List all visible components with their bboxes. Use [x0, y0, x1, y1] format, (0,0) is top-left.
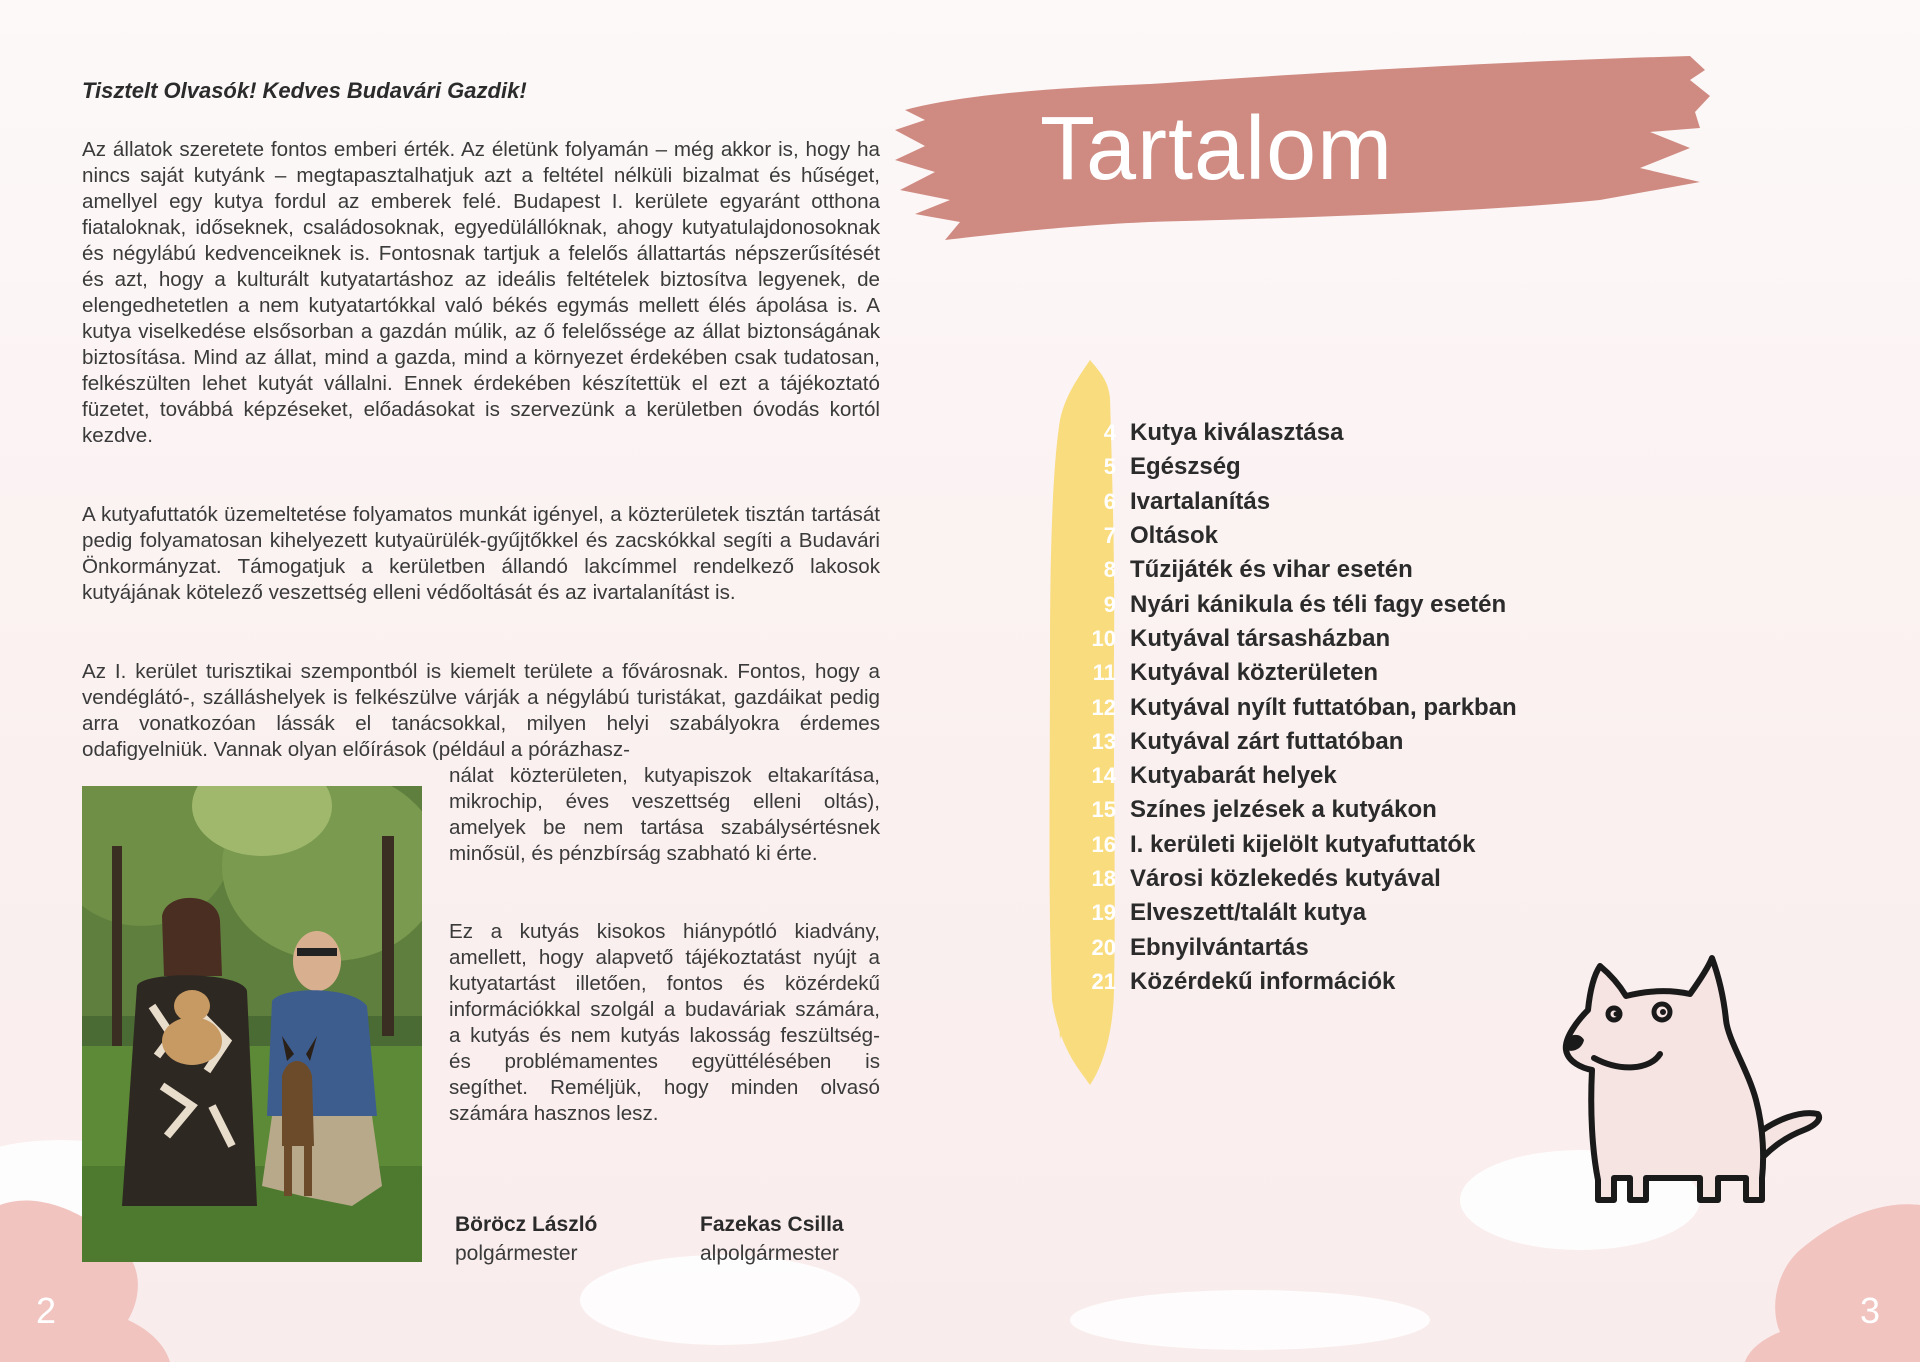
greeting-heading: Tisztelt Olvasók! Kedves Budavári Gazdik!	[82, 78, 527, 103]
toc-label: Kutyával társasházban	[1130, 624, 1391, 652]
toc-label: Színes jelzések a kutyákon	[1130, 796, 1437, 824]
toc-label: Kutyával zárt futtatóban	[1130, 727, 1404, 755]
intro-paragraph: Az állatok szeretete fontos emberi érték. Az életünk folyamán – még akkor is, hogy ha nincs saját kutyánk – megtapasztalhatjuk azt a feltétel nélküli bizalmat és hűséget, amellyel egy kutya fordul az emberek felé. Budapest I. kerülete egyaránt otthona fiataloknak, időseknek, családosoknak, egyedülállóknak, ahogy kutyatulajdonosoknak és négylábú kedvenceiknek is. Fontosnak tartjuk a felelős állattartás népszerűsítését és azt, hogy a kulturált kutyatartáshoz az ideális feltételek biztosítva legyenek, de elengedhetetlen a nem kutyatartókkal való békés egymás mellett élés ápolása is. A kutya viselkedése elsősorban a gazdán múlik, az ő felelőssége az állat biztonságának biztosítása. Mind az állat, mind a gazda, mind a környezet érdekében csak tudatosan, felkészülten lehet kutyát vállalni. Ennek érdekében készítettük el ezt a tájékoztató füzetet, továbbá képzéseket, előadásokat is szervezünk a kerületben óvodás kortól kezdve.	[82, 138, 880, 447]
toc-page-number: 4	[1103, 420, 1116, 446]
corner-splash-right	[1745, 1204, 1920, 1362]
tourism-paragraph: Az I. kerület turisztikai szempontból is kiemelt területe a fővárosnak. Fontos, hogy a vendéglátó-, szálláshelyek is felkészülve várják a négylábú turistákat, gazdáikat pedig arra vonatkozóan lássák el tanácsokkal, milyen helyi szabályokra érdemes odafigyelniük. Vannak olyan előírások (például a pórázhasz-	[82, 660, 880, 761]
toc-item[interactable]	[1060, 416, 1517, 450]
toc-label: Városi közlekedés kutyával	[1130, 865, 1441, 892]
toc-page-number: 13	[1091, 728, 1116, 754]
tourism-paragraph-continued: nálat közterületen, kutyapiszok eltakarítása, mikrochip, éves veszettség elleni oltás), amelyek be nem tartása szabálysértésnek minősül, és pénzbírság szabható ki érte.	[449, 764, 880, 865]
toc-item[interactable]	[1060, 759, 1517, 793]
toc-label: Ivartalanítás	[1130, 487, 1271, 515]
toc-page-number: 15	[1091, 797, 1116, 823]
toc-label: Kutya kiválasztása	[1130, 419, 1344, 447]
toc-page-number: 10	[1091, 625, 1116, 651]
signature-name: Fazekas Csilla	[700, 1213, 844, 1236]
toc-item[interactable]	[1060, 725, 1517, 759]
signature-deputy-mayor	[700, 1213, 844, 1266]
toc-item[interactable]	[1060, 793, 1517, 827]
toc-page-number: 11	[1092, 660, 1116, 686]
toc-item[interactable]	[1060, 896, 1517, 930]
toc-item[interactable]	[1060, 930, 1517, 964]
page-number-right: 3	[1860, 1290, 1881, 1331]
dog-illustration-icon	[1560, 950, 1830, 1210]
toc-title: Tartalom	[1040, 99, 1394, 199]
toc-page-number: 5	[1103, 454, 1116, 480]
toc-label: Nyári kánikula és téli fagy esetén	[1130, 590, 1507, 618]
toc-page-number: 14	[1091, 763, 1116, 789]
toc-page-number: 21	[1091, 968, 1116, 994]
signature-name: Böröcz László	[455, 1213, 598, 1236]
toc-item[interactable]	[1060, 587, 1517, 621]
toc-label: Elveszett/talált kutya	[1130, 899, 1367, 927]
toc-item[interactable]	[1060, 828, 1517, 862]
toc-page-number: 8	[1103, 557, 1116, 583]
toc-item[interactable]	[1060, 519, 1517, 553]
toc-label: Kutyával nyílt futtatóban, parkban	[1130, 693, 1517, 721]
toc-page-number: 16	[1091, 831, 1116, 857]
toc-label: Tűzijáték és vihar esetén	[1130, 556, 1413, 584]
toc-label: Kutyabarát helyek	[1130, 762, 1337, 790]
toc-item[interactable]	[1060, 965, 1517, 999]
closing-paragraph: Ez a kutyás kisokos hiánypótló kiadvány, amellett, hogy alapvető tájékoztatást nyújt a kutyatartást illetően, fontos és közérdekű információkkal szolgál a budaváriak számára, a kutyás és nem kutyás lakosság feszültség- és problémamentes együttélésében is segíthet. Reméljük, hogy minden olvasó számára hasznos lesz.	[449, 920, 880, 1125]
toc-page-number: 18	[1091, 866, 1116, 891]
page-number-left: 2	[36, 1290, 57, 1331]
toc-item[interactable]	[1060, 656, 1517, 690]
toc-page-number: 9	[1103, 591, 1116, 617]
signature-mayor	[455, 1213, 597, 1266]
toc-item[interactable]	[1060, 450, 1517, 484]
toc-label: Közérdekű információk	[1130, 967, 1396, 995]
toc-page-number: 6	[1103, 488, 1116, 514]
toc-page-number: 20	[1091, 934, 1116, 960]
toc-label: Oltások	[1130, 522, 1219, 550]
toc-label: Ebnyilvántartás	[1130, 933, 1309, 961]
toc-item[interactable]	[1060, 690, 1517, 724]
signature-role: alpolgármester	[700, 1242, 839, 1265]
toc-item[interactable]	[1060, 622, 1517, 656]
toc-page-number: 19	[1091, 900, 1116, 926]
toc-label: I. kerületi kijelölt kutyafuttatók	[1130, 830, 1476, 858]
toc-page-number: 12	[1091, 694, 1116, 720]
toc-list	[1060, 416, 1517, 999]
signature-role: polgármester	[455, 1242, 578, 1265]
toc-page-number: 7	[1103, 523, 1116, 549]
couple-with-dogs-photo	[82, 786, 422, 1262]
toc-label: Egészség	[1130, 453, 1241, 481]
toc-label: Kutyával közterületen	[1130, 659, 1379, 687]
toc-item[interactable]	[1060, 553, 1517, 587]
toc-item[interactable]	[1060, 862, 1517, 896]
maintenance-paragraph: A kutyafuttatók üzemeltetése folyamatos munkát igényel, a közterületek tisztán tartását pedig folyamatosan kihelyezett kutyaürülék-gyűjtőkkel és zacskókkal segíti a Budavári Önkormányzat. Támogatjuk a kerületben állandó lakcímmel rendelkező lakosok kutyájának kötelező veszettség elleni védőoltását és az ivartalanítást is.	[82, 503, 880, 604]
toc-item[interactable]	[1060, 485, 1517, 519]
